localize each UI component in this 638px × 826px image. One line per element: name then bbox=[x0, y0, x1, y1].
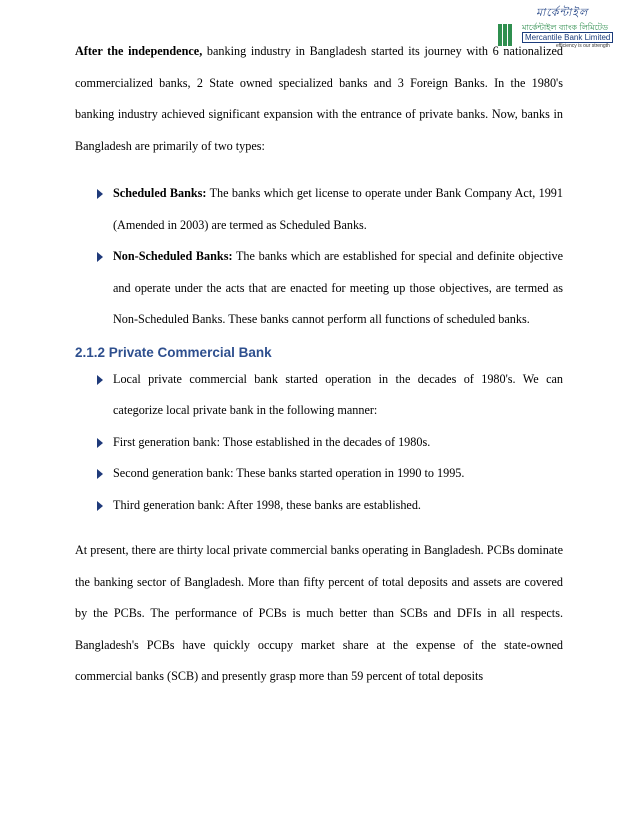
term-non-scheduled: Non-Scheduled Banks: bbox=[113, 249, 233, 263]
intro-lead: After the independence, bbox=[75, 44, 203, 58]
section-heading: 2.1.2 Private Commercial Bank bbox=[75, 344, 272, 360]
pcb-list bbox=[75, 364, 563, 522]
logo-script-text: মার্কেন্টাইল bbox=[536, 7, 589, 19]
list-item: Local private commercial bank started operation in the decades of 1980's. We can categorize local private bank in the following manner: bbox=[75, 364, 563, 427]
list-item: Second generation bank: These banks started operation in 1990 to 1995. bbox=[75, 458, 563, 490]
list-item: Non-Scheduled Banks: The banks which are established for special and definite objective and operate under the acts that are enacted for meeting up those objectives, are termed as Non-Scheduled Banks. These banks cannot perform all functions of scheduled banks. bbox=[75, 241, 563, 336]
bank-types-list bbox=[75, 178, 563, 336]
list-item: Third generation bank: After 1998, these banks are established. bbox=[75, 490, 563, 522]
list-item: First generation bank: Those established in the decades of 1980s. bbox=[75, 427, 563, 459]
logo-bengali-name: মার্কেন্টাইল ব্যাংক লিমিটেড bbox=[522, 23, 608, 32]
intro-paragraph bbox=[75, 36, 563, 162]
term-scheduled: Scheduled Banks: bbox=[113, 186, 207, 200]
logo-tagline: efficiency is our strength bbox=[556, 43, 610, 49]
document-body bbox=[75, 36, 563, 693]
closing-paragraph: At present, there are thirty local private commercial banks operating in Bangladesh. PCBs dominate the banking sector of Bangladesh. More than fifty percent of total deposits and assets are covered by the PCBs. The performance of PCBs is much better than SCBs and DFIs in all respects. Bangladesh's PCBs have quickly occupy market share at the expense of the state-owned commercial banks (SCB) and presently grasp more than 59 percent of total deposits bbox=[75, 543, 563, 683]
list-item: Scheduled Banks: The banks which get license to operate under Bank Company Act, 1991 (Amended in 2003) are termed as Scheduled Banks. bbox=[75, 178, 563, 241]
logo-english-name: Mercantile Bank Limited bbox=[522, 32, 613, 43]
intro-text: banking industry in Bangladesh started its journey with 6 nationalized commercialized banks, 2 State owned specialized banks and 3 Foreign Banks. In the 1980's banking industry achieved significant expansion with the entrance of private banks. Now, banks in Bangladesh are primarily of two types: bbox=[75, 44, 563, 153]
